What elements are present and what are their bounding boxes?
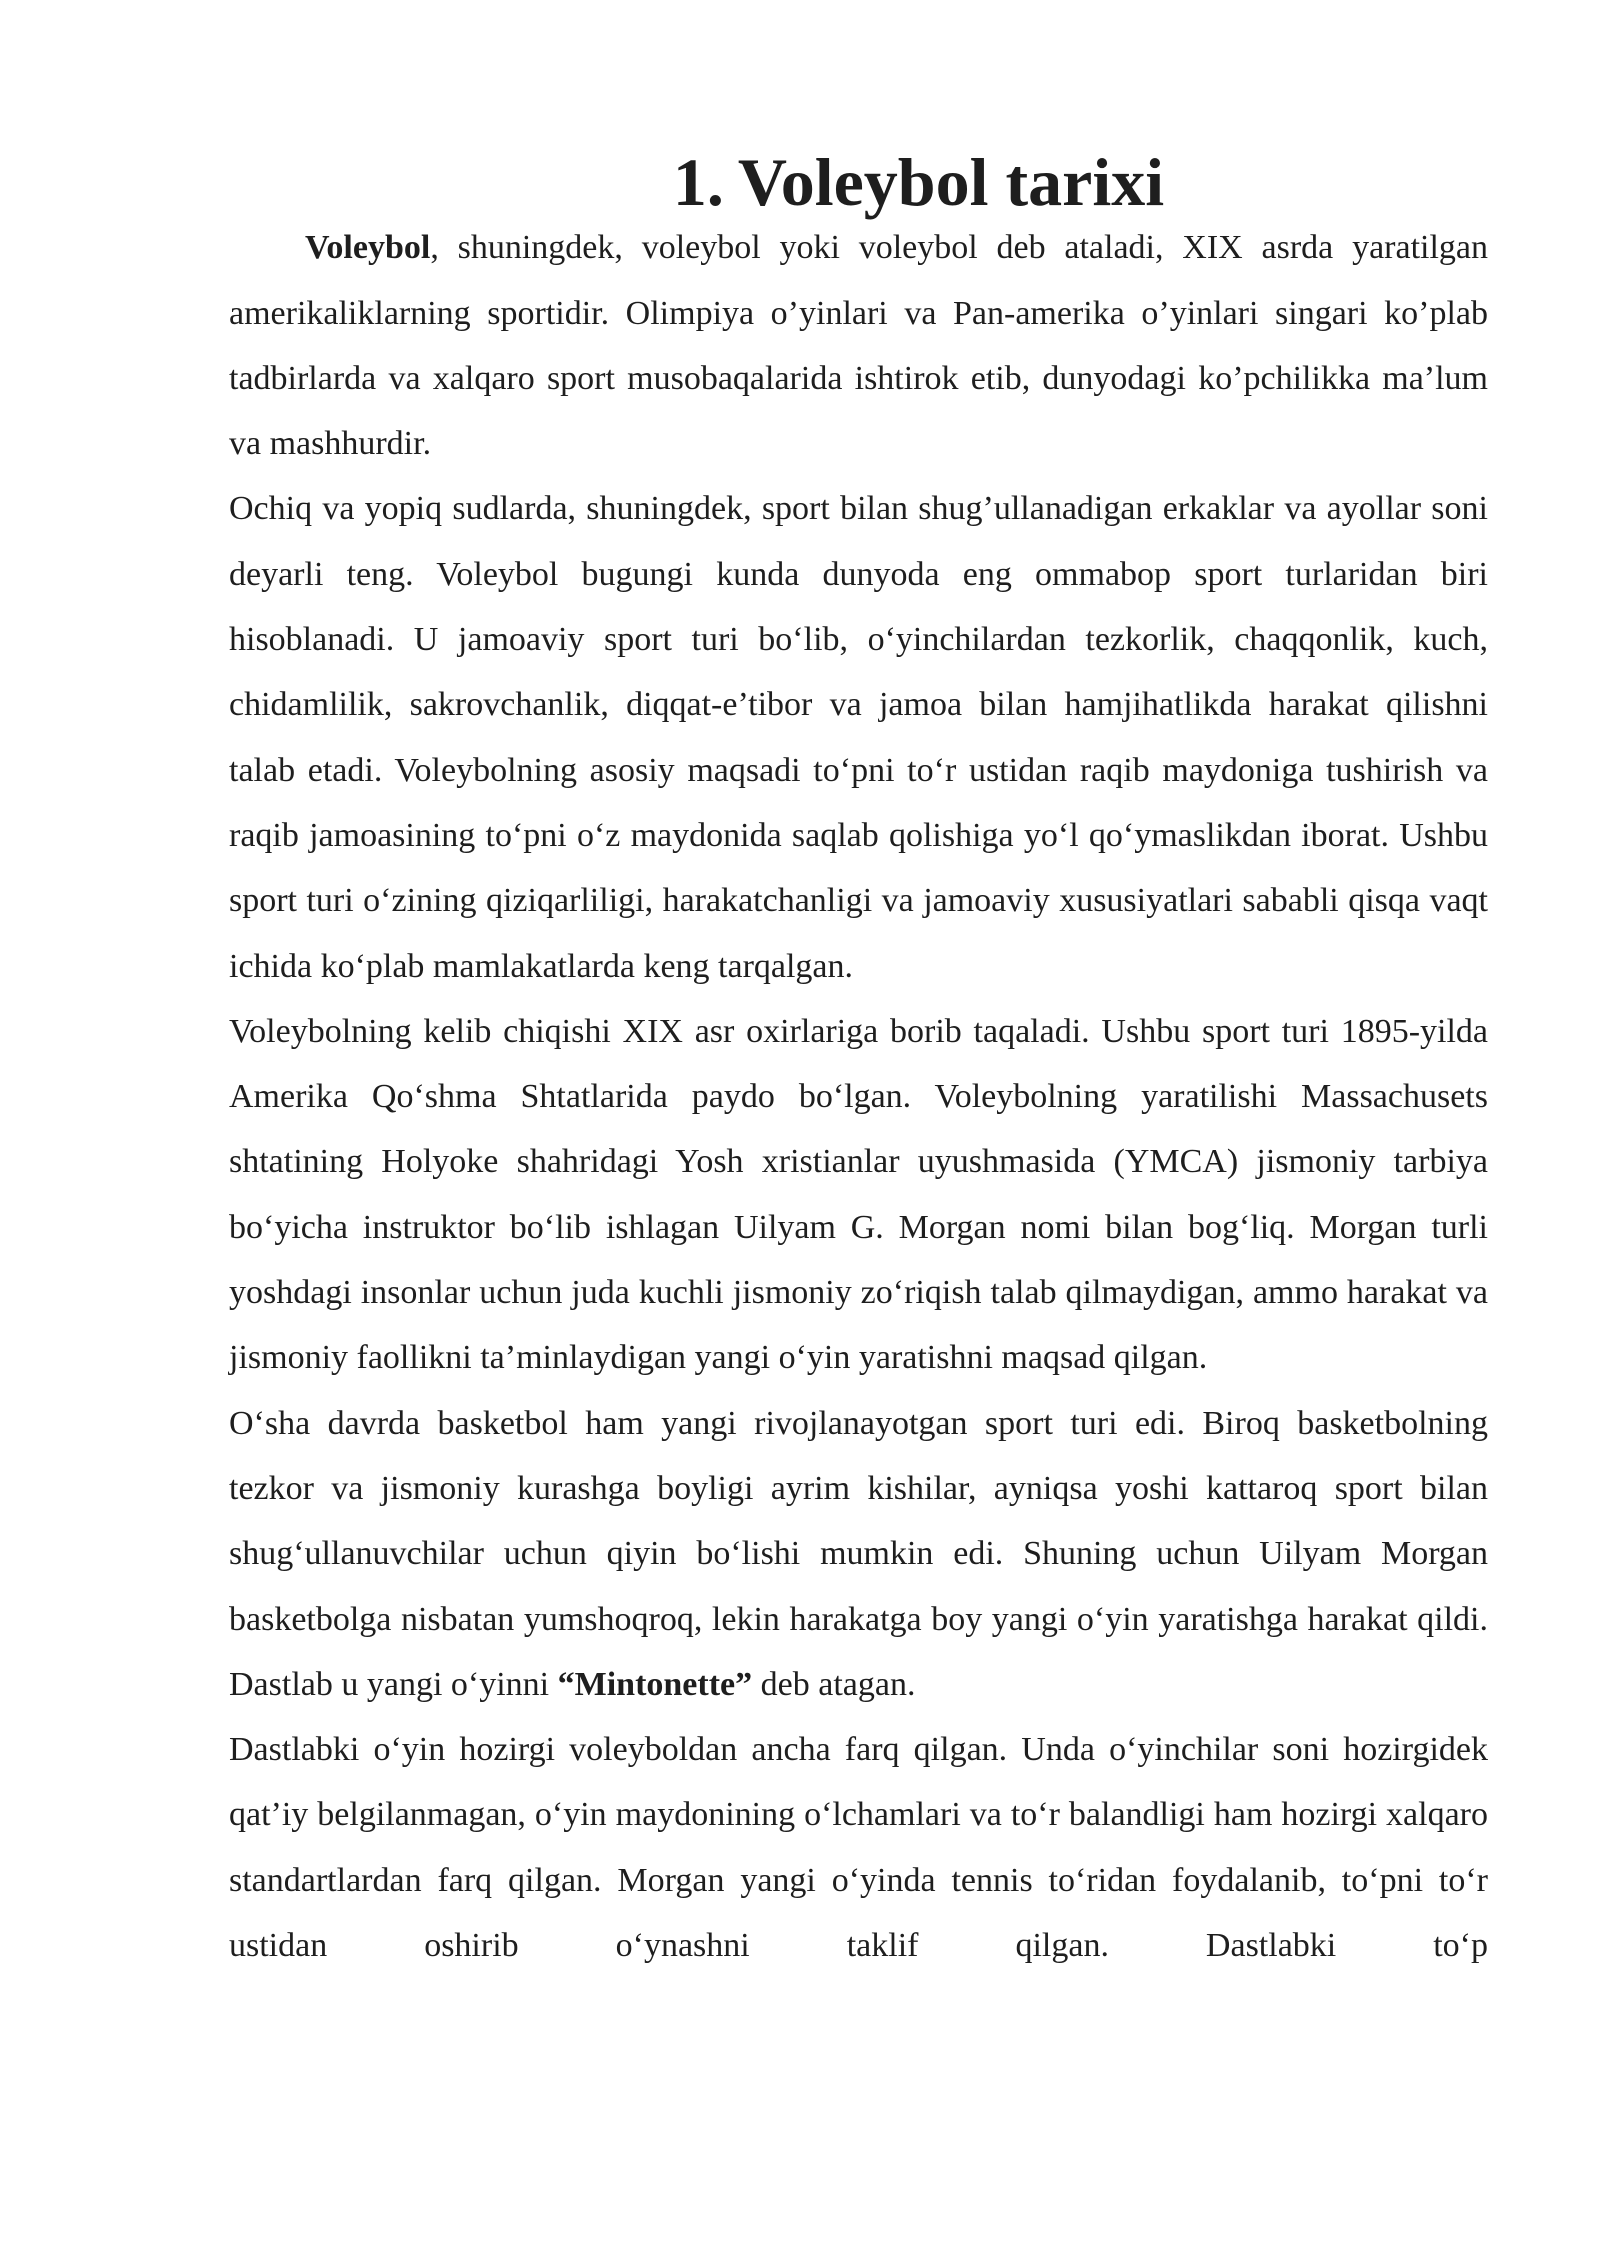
paragraph-1-text: , shuningdek, voleybol yoki voleybol deb ataladi, XIX asrda yaratilgan amerikaliklarning sportidir. Olimpiya o’yinlari va Pan-amerika o’yinlari singari ko’plab tadbirlarda va xalqaro sport musobaqalarida ishtirok etib, dunyodagi ko’pchilikka ma’lum va mashhurdir.	[229, 229, 1488, 463]
heading-title: Voleybol tarixi	[737, 144, 1165, 220]
paragraph-1	[229, 215, 1488, 476]
paragraph-4-text-after: deb atagan.	[752, 1665, 916, 1703]
paragraph-4-bold-name: “Mintonette”	[557, 1665, 753, 1703]
paragraph-4	[229, 1391, 1488, 1717]
paragraph-1-bold-lead: Voleybol	[305, 229, 431, 267]
section-heading	[229, 144, 1488, 220]
paragraph-4-text-before: O‘sha davrda basketbol ham yangi rivojlanayotgan sport turi edi. Biroq basketbolning tezkor va jismoniy kurashga boyligi ayrim kishilar, ayniqsa yoshi kattaroq sport bilan shug‘ullanuvchilar uchun qiyin bo‘lishi mumkin edi. Shuning uchun Uilyam Morgan basketbolga nisbatan yumshoqroq, lekin harakatga boy yangi o‘yin yaratishga harakat qildi. Dastlab u yangi o‘yinni	[229, 1404, 1488, 1703]
paragraph-5: Dastlabki o‘yin hozirgi voleyboldan ancha farq qilgan. Unda o‘yinchilar soni hozirgidek qat’iy belgilanmagan, o‘yin maydonining o‘lchamlari va to‘r balandligi ham hozirgi xalqaro standartlardan farq qilgan. Morgan yangi o‘yinda tennis to‘ridan foydalanib, to‘pni to‘r ustidan oshirib o‘ynashni taklif qilgan. Dastlabki to‘p	[229, 1731, 1488, 1965]
paragraph-3: Voleybolning kelib chiqishi XIX asr oxirlariga borib taqaladi. Ushbu sport turi 1895-yilda Amerika Qo‘shma Shtatlarida paydo bo‘lgan. Voleybolning yaratilishi Massachusets shtatining Holyoke shahridagi Yosh xristianlar uyushmasida (YMCA) jismoniy tarbiya bo‘yicha instruktor bo‘lib ishlagan Uilyam G. Morgan nomi bilan bog‘liq. Morgan turli yoshdagi insonlar uchun juda kuchli jismoniy zo‘riqish talab qilmaydigan, ammo harakat va jismoniy faollikni ta’minlaydigan yangi o‘yin yaratishni maqsad qilgan.	[229, 1012, 1488, 1377]
heading-number: 1.	[672, 144, 724, 220]
paragraph-2: Ochiq va yopiq sudlarda, shuningdek, sport bilan shug’ullanadigan erkaklar va ayollar soni deyarli teng. Voleybol bugungi kunda dunyoda eng ommabop sport turlaridan biri hisoblanadi. U jamoaviy sport turi bo‘lib, o‘yinchilardan tezkorlik, chaqqonlik, kuch, chidamlilik, sakrovchanlik, diqqat-e’tibor va jamoa bilan hamjihatlikda harakat qilishni talab etadi. Voleybolning asosiy maqsadi to‘pni to‘r ustidan raqib maydoniga tushirish va raqib jamoasining to‘pni o‘z maydonida saqlab qolishiga yo‘l qo‘ymaslikdan iborat. Ushbu sport turi o‘zining qiziqarliligi, harakatchanligi va jamoaviy xususiyatlari sababli qisqa vaqt ichida ko‘plab mamlakatlarda keng tarqalgan.	[229, 490, 1488, 985]
document-page	[229, 144, 1488, 1978]
